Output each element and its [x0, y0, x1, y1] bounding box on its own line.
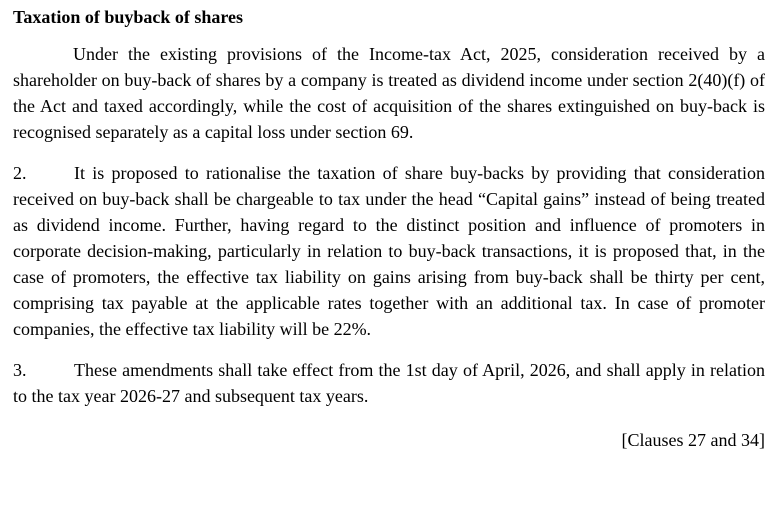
section-heading: Taxation of buyback of shares: [13, 7, 244, 27]
clauses-reference: [Clauses 27 and 34]: [621, 430, 765, 450]
document-body: [13, 4, 765, 453]
paragraph-1-text: Under the existing provisions of the Income-tax Act, 2025, consideration received by a shareholder on buy-back of shares by a company is treated as dividend income under section 2(40)(f) of the Act and taxed accordingly, while the cost of acquisition of the shares extinguished on buy-back is recognised separately as a capital loss under section 69.: [13, 44, 765, 142]
paragraph-3: [13, 357, 765, 409]
paragraph-3-number: 3.: [13, 360, 27, 380]
paragraph-2: [13, 160, 765, 342]
paragraph-1: [13, 41, 765, 145]
paragraph-2-text: It is proposed to rationalise the taxation of share buy-backs by providing that consideration received on buy-back shall be chargeable to tax under the head “Capital gains” instead of being treated as dividend income. Further, having regard to the distinct position and influence of promoters in corporate decision-making, particularly in relation to buy-back transactions, it is proposed that, in the case of promoters, the effective tax liability on gains arising from buy-back shall be thirty per cent, comprising tax payable at the applicable rates together with an additional tax. In case of promoter companies, the effective tax liability will be 22%.: [13, 163, 765, 339]
paragraph-3-text: These amendments shall take effect from the 1st day of April, 2026, and shall apply in relation to the tax year 2026-27 and subsequent tax years.: [13, 360, 765, 406]
paragraph-2-number: 2.: [13, 163, 27, 183]
